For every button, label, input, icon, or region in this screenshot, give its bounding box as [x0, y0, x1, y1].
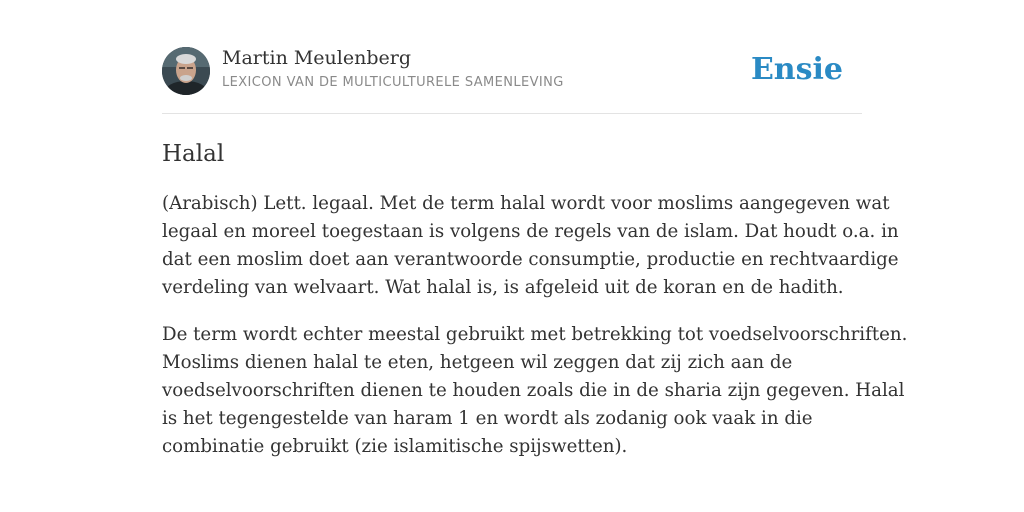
collection-name[interactable]: LEXICON VAN DE MULTICULTURELE SAMENLEVING: [222, 75, 564, 90]
paragraph-line: combinatie gebruikt (zie islamitische spijswetten).: [162, 436, 628, 457]
paragraph-line: (Arabisch) Lett. legaal. Met de term halal wordt voor moslims aangegeven wat: [162, 193, 890, 214]
paragraph-line: is het tegengestelde van haram 1 en wordt als zodanig ook vaak in die: [162, 408, 813, 429]
entry-paragraph-1: [162, 190, 899, 302]
paragraph-line: dat een moslim doet aan verantwoorde consumptie, productie en rechtvaardige: [162, 249, 899, 270]
author-avatar[interactable]: [162, 47, 210, 95]
paragraph-line: verdeling van welvaart. Wat halal is, is afgeleid uit de koran en de hadith.: [162, 277, 844, 298]
entry-card: [162, 0, 908, 512]
ensie-logo[interactable]: Ensie: [750, 52, 843, 87]
author-name[interactable]: Martin Meulenberg: [222, 47, 411, 69]
paragraph-line: De term wordt echter meestal gebruikt met betrekking tot voedselvoorschriften.: [162, 324, 908, 345]
entry-header: [162, 46, 862, 96]
entry-title: Halal: [162, 141, 225, 167]
paragraph-line: Moslims dienen halal te eten, hetgeen wil zeggen dat zij zich aan de: [162, 352, 793, 373]
paragraph-line: voedselvoorschriften dienen te houden zoals die in de sharia zijn gegeven. Halal: [162, 380, 905, 401]
paragraph-line: legaal en moreel toegestaan is volgens de regels van de islam. Dat houdt o.a. in: [162, 221, 899, 242]
header-divider: [162, 113, 862, 114]
author-photo-icon: [162, 47, 210, 95]
entry-paragraph-2: [162, 321, 908, 461]
